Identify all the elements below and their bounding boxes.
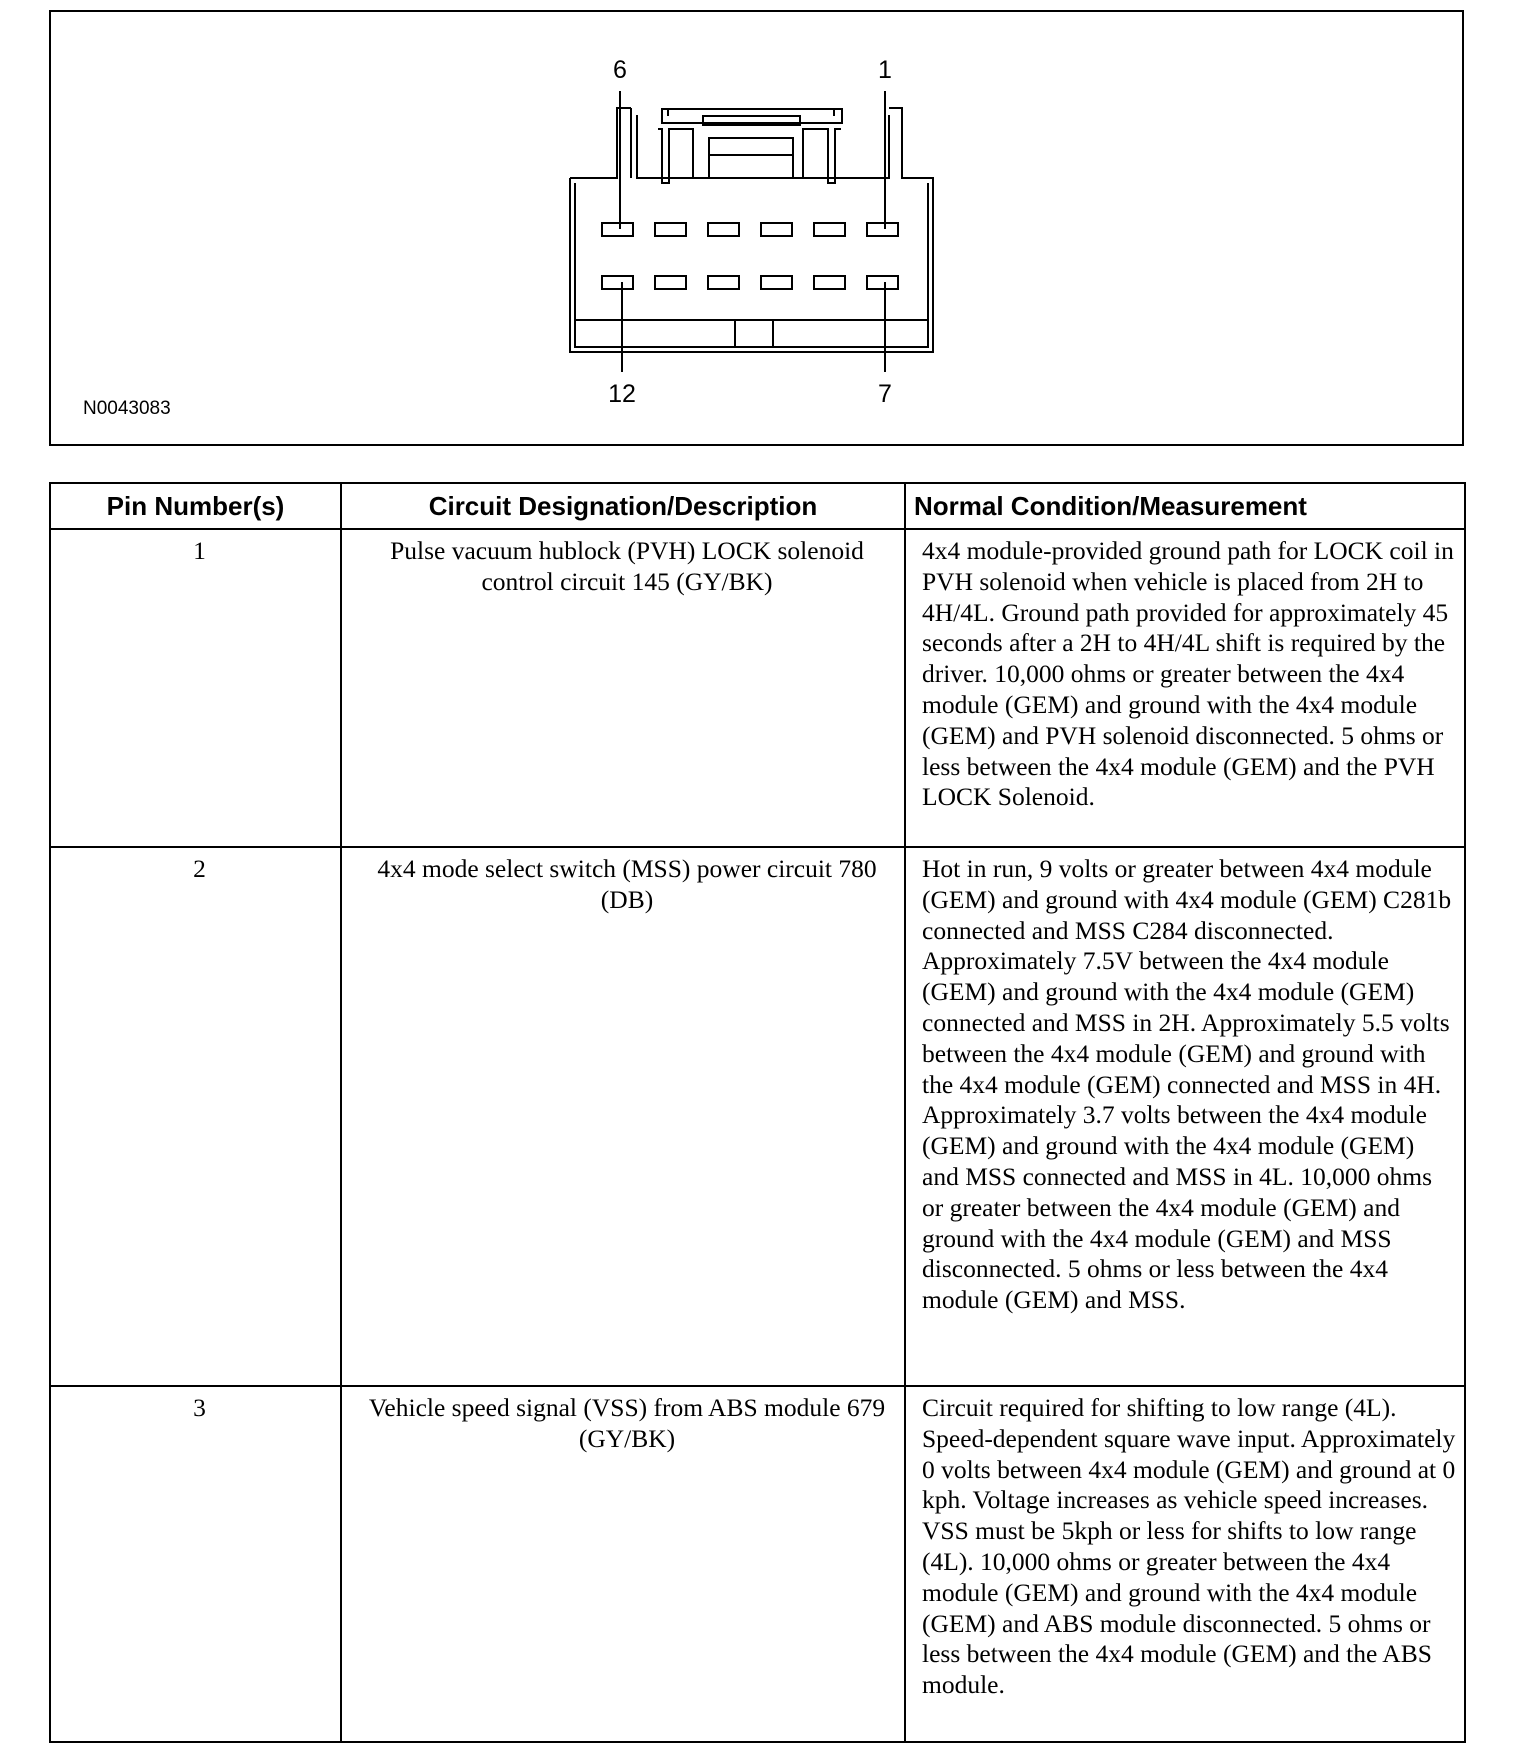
pin-cavities-bottom-row: [602, 276, 898, 289]
condition-cell: Hot in run, 9 volts or greater between 4x4 module (GEM) and ground with 4x4 module (GEM) C281b connected and MSS C284 disconnected. Approximately 7.5V between the 4x4 module (GEM) and ground with the 4x4 module (GEM) connected and MSS in 2H. Approximately 5.5 volts between the 4x4 module (GEM) and ground with the 4x4 module (GEM) connected and MSS in 4H. Approximately 3.7 volts between the 4x4 module (GEM) and ground with the 4x4 module (GEM) and MSS connected and MSS in 4L. 10,000 ohms or greater between the 4x4 module (GEM) and ground with the 4x4 module (GEM) and MSS disconnected. 5 ohms or less between the 4x4 module (GEM) and MSS.: [905, 847, 1465, 1386]
pin-table: [49, 482, 1466, 1743]
connector-diagram: [49, 10, 1464, 446]
condition-cell: 4x4 module-provided ground path for LOCK coil in PVH solenoid when vehicle is placed from 2H to 4H/4L. Ground path provided for approximately 45 seconds after a 2H to 4H/4L shift is required by the driver. 10,000 ohms or greater between the 4x4 module (GEM) and ground with the 4x4 module (GEM) and PVH solenoid disconnected. 5 ohms or less between the 4x4 module (GEM) and the PVH LOCK Solenoid.: [905, 529, 1465, 847]
table-row: [50, 847, 1465, 1386]
figure-id: N0043083: [83, 398, 171, 419]
circuit-cell: 4x4 mode select switch (MSS) power circuit 780 (DB): [341, 847, 905, 1386]
condition-cell: Circuit required for shifting to low range (4L). Speed-dependent square wave input. Approximately 0 volts between 4x4 module (GEM) and ground at 0 kph. Voltage increases as vehicle speed increases. VSS must be 5kph or less for shifts to low range (4L). 10,000 ohms or greater between the 4x4 module (GEM) and ground with the 4x4 module (GEM) and ABS module disconnected. 5 ohms or less between the 4x4 module (GEM) and the ABS module.: [905, 1386, 1465, 1742]
header-pin-number: Pin Number(s): [50, 483, 341, 529]
table-row: [50, 529, 1465, 847]
pin-number-cell: 3: [50, 1386, 341, 1742]
pin-label-12: 12: [608, 380, 636, 408]
pin-cavities-top-row: [602, 223, 898, 236]
header-condition: Normal Condition/Measurement: [905, 483, 1465, 529]
connector-drawing: [51, 12, 1462, 444]
pin-number-cell: 2: [50, 847, 341, 1386]
circuit-cell: Pulse vacuum hublock (PVH) LOCK solenoid control circuit 145 (GY/BK): [341, 529, 905, 847]
table-header-row: [50, 483, 1465, 529]
pin-label-7: 7: [878, 380, 892, 408]
table-row: [50, 1386, 1465, 1742]
header-circuit: Circuit Designation/Description: [341, 483, 905, 529]
pin-label-6: 6: [613, 56, 627, 84]
circuit-cell: Vehicle speed signal (VSS) from ABS module 679 (GY/BK): [341, 1386, 905, 1742]
pin-number-cell: 1: [50, 529, 341, 847]
pin-label-1: 1: [878, 56, 892, 84]
